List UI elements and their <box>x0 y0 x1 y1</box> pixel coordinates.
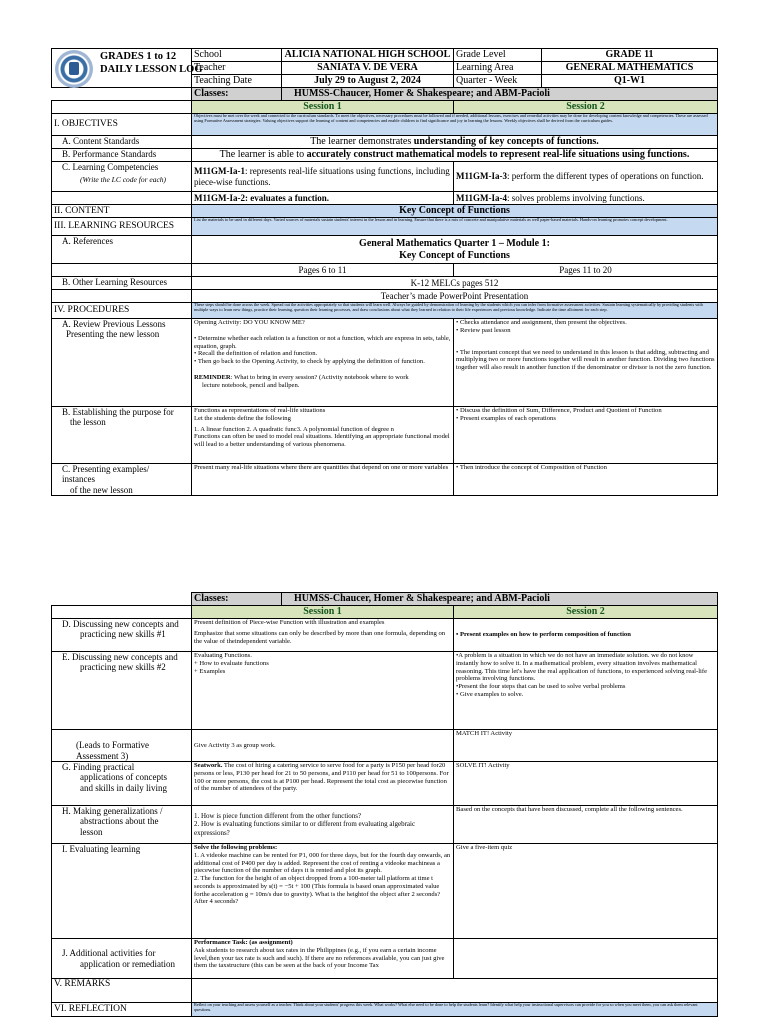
daily-lesson-log-page1 <box>51 48 718 496</box>
date-label: Teaching Date <box>192 75 282 88</box>
session2-header-2: Session 2 <box>454 606 718 619</box>
deped-seal-icon <box>55 50 93 88</box>
generalizations-label: H. Making generalizations / abstractions about the lesson <box>52 806 192 844</box>
title-cell <box>52 49 203 88</box>
school-label: School <box>192 49 282 62</box>
objectives-label: I. OBJECTIVES <box>52 114 192 136</box>
learning-resources-note: List the materials to be used in different days. Varied sources of materials sustain students' interest in the lesson and in learning. Ensure that there is a mix of concrete and manipulative materials as well paper-based materials. Hands-on learning promotes concept development. <box>192 218 718 236</box>
session2-header: Session 2 <box>454 101 718 114</box>
purpose-session1: Functions as representations of real-life situations Let the students define the following 1. A linear function 2. A quadratic func3. A polynomial function of degree n Functions can often be used to model real situations. Identifying an appropriate functional model will lead to a better understanding of various phenomena. <box>192 407 454 464</box>
blank-cell <box>52 606 192 619</box>
evaluating-learning-label: I. Evaluating learning <box>52 844 192 939</box>
content-label: II. CONTENT <box>52 205 192 218</box>
discussing-2-session2: •A problem is a situation in which we do not have an immediate solution. we do not know instantly how to solve it. In a mathematical problem, every situation involves mathematical reasoning. This time let's have the real application of functions, to experienced solving real-life problems involving functions. •Present the four steps that can be used to solve verbal problems • Give examples to solve. <box>454 652 718 730</box>
practical-session2: SOLVE IT! Activity <box>454 762 718 806</box>
grade-label: Grade Level <box>454 49 542 62</box>
pages-session2: Pages 11 to 20 <box>454 264 718 277</box>
purpose-label: B. Establishing the purpose for the lesson <box>52 407 192 464</box>
discussing-concepts-2-label: E. Discussing new concepts and practicing new skills #2 <box>52 652 192 730</box>
classes-value: HUMSS-Chaucer, Homer & Shakespeare; and ABM-Pacioli <box>282 88 718 101</box>
classes-label: Classes: <box>192 88 282 101</box>
quarter-value: Q1-W1 <box>542 75 718 88</box>
competency-lc4: M11GM-Ia-4: solves problems involving functions. <box>454 192 718 205</box>
formative-assessment-label: (Leads to Formative Assessment 3) <box>52 730 192 762</box>
other-resource-2: Teacher’s made PowerPoint Presentation <box>192 290 718 303</box>
purpose-session2: • Discuss the definition of Sum, Difference, Product and Quotient of Function • Present examples of each operations <box>454 407 718 464</box>
other-resources-label: B. Other Learning Resources <box>52 277 192 290</box>
procedures-label: IV. PROCEDURES <box>52 303 192 319</box>
quarter-label: Quarter - Week <box>454 75 542 88</box>
session1-header: Session 1 <box>192 101 454 114</box>
objectives-note: Objectives must be met over the week and connected to the curriculum standards. To meet the objectives, necessary procedures must be followed and if needed, additional lessons, exercises and remedial activities may be done for developing content knowledge and competencies. These are assessed using Formative Assessment strategies. Valuing objectives support the learning of content and competencies and enable children to find significance and joy in learning the lessons. Weekly objectives shall be derived from the curriculum guides. <box>192 114 718 136</box>
date-value: July 29 to August 2, 2024 <box>282 75 454 88</box>
generalizations-session1: 1. How is piece function different from the other functions? 2. How is evaluating functions similar to or different from evaluating algebraic expressions? <box>192 806 454 844</box>
session1-header-2: Session 1 <box>192 606 454 619</box>
pages-session1: Pages 6 to 11 <box>192 264 454 277</box>
evaluating-session2: Give a five-item quiz <box>454 844 718 939</box>
grade-value: GRADE 11 <box>542 49 718 62</box>
title-line1: GRADES 1 to 12 <box>100 51 177 62</box>
performance-standards-label: B. Performance Standards <box>52 149 192 162</box>
discussing-1-session2: • Present examples on how to perform composition of function <box>454 619 718 652</box>
learning-competencies-label: C. Learning Competencies (Write the LC code for each) <box>52 162 192 192</box>
additional-session2 <box>454 939 718 979</box>
discussing-1-session1: Present definition of Piece-wise Function with illustration and examples Emphasize that some situations can only be described by more than one formula, depending on the value of theindependent variable. <box>192 619 454 652</box>
evaluating-session1: Solve the following problems: 1. A videoke machine can be rented for P1, 000 for three days, but for the fourth day onwards, an additional cost of P400 per day is added. Represent the cost of renting a videoke machineas a piecewise function of the number of days it is rented and plot its graph. 2. The function for the height of an object dropped from a 100-meter tall platform at time t seconds is approximated by s(t) = −5t + 100 (This formula is based onan approximated value forthe acceleration g = 10m/s due to gravity). What is the heightof the object after 2 seconds? After 4 seconds? <box>192 844 454 939</box>
additional-session1: Performance Task: (as assignment) Ask students to research about tax rates in the Philippines (e.g., if you earn a certain income level,then your tax rate is such and such). If there are no references available, you can just give them the taxstructure (this can be seen at the back of your Income Tax <box>192 939 454 979</box>
school-value: ALICIA NATIONAL HIGH SCHOOL <box>282 49 454 62</box>
classes-label-2: Classes: <box>192 593 282 606</box>
teacher-label: Teacher <box>192 62 282 75</box>
blank-cell <box>52 101 192 114</box>
discussing-concepts-1-label: D. Discussing new concepts and practicing new skills #1 <box>52 619 192 652</box>
review-lessons-label: A. Review Previous Lessons Presenting the new lesson <box>52 319 192 407</box>
presenting-session2: • Then introduce the concept of Composition of Function <box>454 464 718 496</box>
daily-lesson-log-page2 <box>51 592 718 1017</box>
practical-session1: Seatwork. The cost of hiring a catering service to serve food for a party is P150 per head for20 persons or less, P130 per head for 21 to 50 persons, and P110 per head for 51 to 100persons. For 100 or more persons, the cost is at P100 per head. Represent the total cost as piecewise function of the number of attendees of the party. <box>192 762 454 806</box>
blank-cell <box>52 192 192 205</box>
competency-lc1: M11GM-Ia-1: represents real-life situations using functions, including piece-wise functions. <box>192 162 454 192</box>
additional-activities-label: J. Additional activities for application or remediation <box>52 939 192 979</box>
blank-cell <box>52 593 192 606</box>
classes-value-2: HUMSS-Chaucer, Homer & Shakespeare; and ABM-Pacioli <box>282 593 718 606</box>
review-session1: Opening Activity: DO YOU KNOW ME? • Determine whether each relation is a function or not a function, which are express in sets, table, equation, graph. • Recall the definition of relation and function. • Then go back to the Opening Activity, to check by applying the definition of function. REMINDER: What to bring in every session? (Activity notebook where to work lecture notebook, pencil and ballpen. <box>192 319 454 407</box>
performance-standards-value: The learner is able to accurately construct mathematical models to represent real-life situations using functions. <box>192 149 718 162</box>
content-value: Key Concept of Functions <box>192 205 718 218</box>
teacher-value: SANIATA V. DE VERA <box>282 62 454 75</box>
procedures-note: These steps should be done across the week. Spread out the activities appropriately so that students will learn well. Always be guided by demonstration of learning by the students which you can infer from formative assessment activities. Sustain learning systematically by providing students with multiple ways to learn new things, practice their learning, question their learning processes, and draw conclusions about what they learned in relation to their life experiences and previous knowledge. Indicate the time allotment for each step. <box>192 303 718 319</box>
blank-cell <box>52 88 192 101</box>
reflection-label: VI. REFLECTION <box>52 1003 192 1017</box>
practical-applications-label: G. Finding practical applications of concepts and skills in daily living <box>52 762 192 806</box>
learning-resources-label: III. LEARNING RESOURCES <box>52 218 192 236</box>
competency-lc3: M11GM-Ia-3: perform the different types of operations on function. <box>454 162 718 192</box>
competency-lc2: M11GM-Ia-2: evaluates a function. <box>192 192 454 205</box>
generalizations-session2: Based on the concepts that have been discussed, complete all the following sentences. <box>454 806 718 844</box>
reflection-note: Reflect on your teaching and assess yourself as a teacher. Think about your students' progress this week. What works? What else need to be done to help the students learn? Identify what help your instructional supervisors can provide for you so when you meet them, you can ask them relevant questions. <box>192 1003 718 1017</box>
blank-cell <box>52 264 192 277</box>
references-label: A. References <box>52 236 192 264</box>
other-resource-1: K-12 MELCs pages 512 <box>192 277 718 290</box>
title-line2: DAILY LESSON LOG <box>100 64 203 75</box>
module-title: General Mathematics Quarter 1 – Module 1: Key Concept of Functions <box>192 236 718 264</box>
formative-session1: Give Activity 3 as group work. <box>192 730 454 762</box>
presenting-session1: Present many real-life situations where there are quantities that depend on one or more variables <box>192 464 454 496</box>
area-value: GENERAL MATHEMATICS <box>542 62 718 75</box>
review-session2: • Checks attendance and assignment, then present the objectives. • Review past lesson • The important concept that we need to understand in this lesson is that adding, subtracting and multiplying two or more functions together will result in another function. Dividing two functions together will also result in another function if the denominator or divisor is not the zero function. <box>454 319 718 407</box>
remarks-value <box>192 979 718 1003</box>
remarks-label: V. REMARKS <box>52 979 192 1003</box>
area-label: Learning Area <box>454 62 542 75</box>
formative-session2: MATCH IT! Activity <box>454 730 718 762</box>
discussing-2-session1: Evaluating Functions. + How to evaluate functions + Examples <box>192 652 454 730</box>
blank-cell <box>52 290 192 303</box>
presenting-examples-label: C. Presenting examples/ instances of the new lesson <box>52 464 192 496</box>
content-standards-label: A. Content Standards <box>52 136 192 149</box>
content-standards-value: The learner demonstrates understanding of key concepts of functions. <box>192 136 718 149</box>
